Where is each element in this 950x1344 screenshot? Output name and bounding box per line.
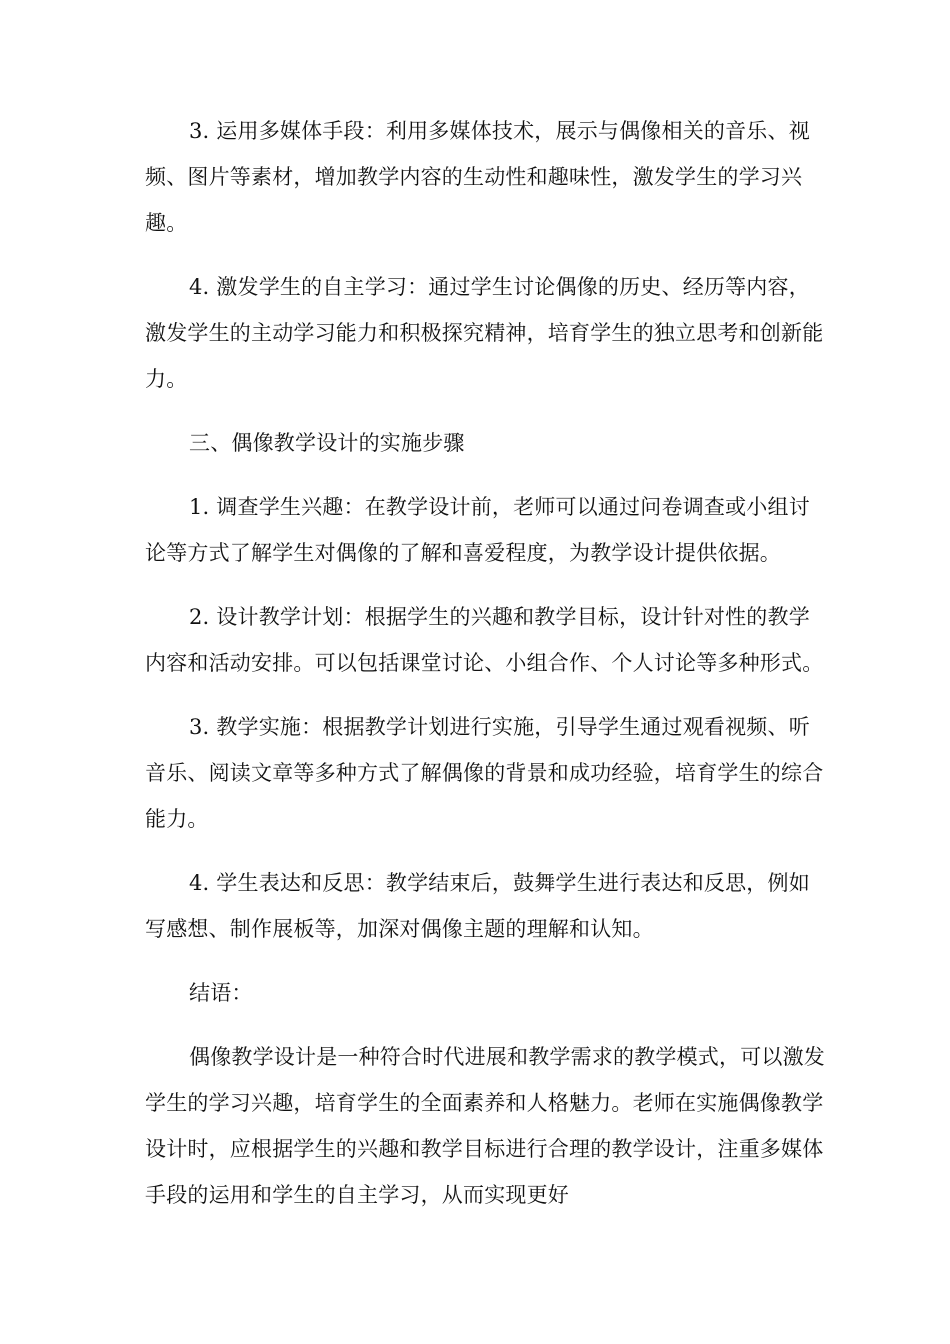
paragraph-survey-interest: 1. 调查学生兴趣：在教学设计前，老师可以通过问卷调查或小组讨论等方式了解学生对偶像的了解和喜爱程度，为教学设计提供依据。 bbox=[145, 495, 810, 565]
paragraph-teaching-implementation: 3. 教学实施：根据教学计划进行实施，引导学生通过观看视频、听音乐、阅读文章等多种方式了解偶像的背景和成功经验，培育学生的综合能力。 bbox=[145, 715, 824, 831]
paragraph-multimedia: 3. 运用多媒体手段：利用多媒体技术，展示与偶像相关的音乐、视频、图片等素材，增加教学内容的生动性和趣味性，激发学生的学习兴趣。 bbox=[145, 119, 810, 235]
section-heading-implementation: 三、偶像教学设计的实施步骤 bbox=[189, 431, 465, 455]
paragraph-conclusion: 偶像教学设计是一种符合时代进展和教学需求的教学模式，可以激发学生的学习兴趣，培育学生的全面素养和人格魅力。老师在实施偶像教学设计时，应根据学生的兴趣和教学目标进行合理的教学设计，注重多媒体手段的运用和学生的自主学习，从而实现更好 bbox=[145, 1045, 825, 1207]
paragraph-self-learning: 4. 激发学生的自主学习：通过学生讨论偶像的历史、经历等内容，激发学生的主动学习能力和积极探究精神，培育学生的独立思考和创新能力。 bbox=[145, 275, 824, 391]
paragraph-design-plan: 2. 设计教学计划：根据学生的兴趣和教学目标，设计针对性的教学内容和活动安排。可以包括课堂讨论、小组合作、个人讨论等多种形式。 bbox=[145, 605, 824, 675]
conclusion-heading: 结语： bbox=[189, 981, 253, 1005]
paragraph-expression-reflection: 4. 学生表达和反思：教学结束后，鼓舞学生进行表达和反思，例如写感想、制作展板等，加深对偶像主题的理解和认知。 bbox=[145, 871, 810, 941]
document-body bbox=[145, 108, 825, 1236]
